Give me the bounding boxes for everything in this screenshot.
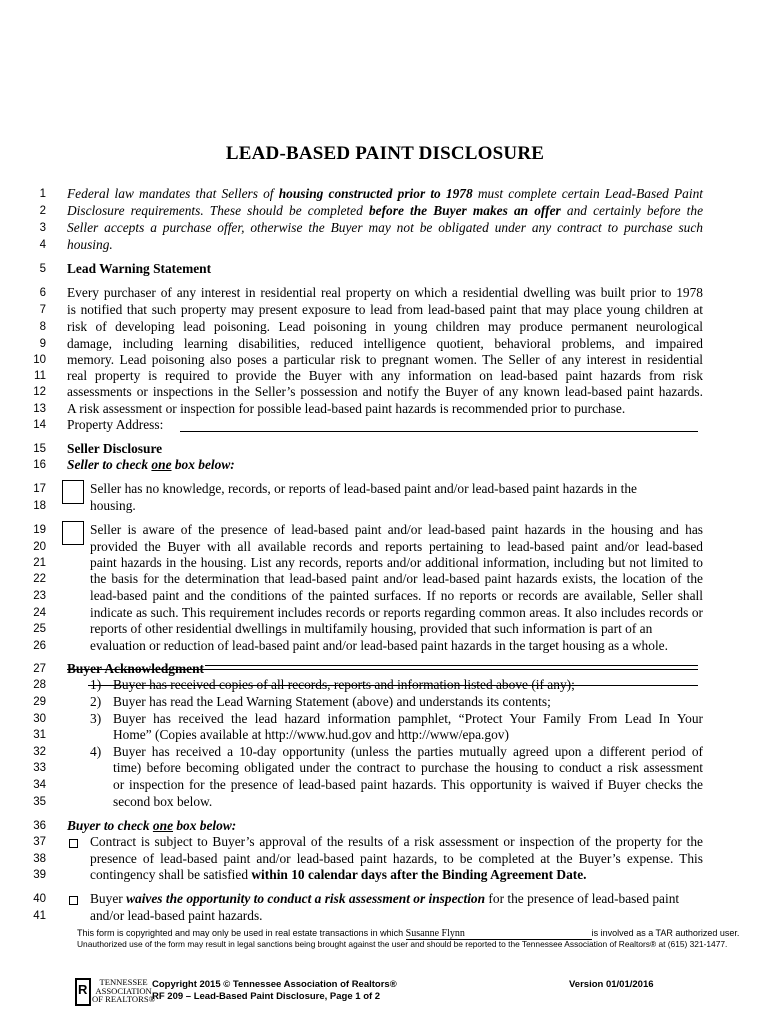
ack-item-number: 1)	[90, 677, 102, 692]
buyer-option-line: contingency shall be satisfied within 10 calendar days after the Binding Agreement Date.	[90, 867, 587, 882]
line-number: 16	[33, 459, 46, 471]
line-number: 18	[33, 500, 46, 512]
buyer-option-line: presence of lead-based paint and/or lead-based paint hazards, to be completed at the Buyer’s expense. This	[90, 851, 703, 866]
intro-line: housing.	[67, 237, 113, 252]
lead-warning-line: real property is required to provide the Buyer with any information on lead-based paint hazards from risk	[67, 368, 703, 383]
line-number: 11	[34, 370, 46, 382]
authorized-user-name: Susanne Flynn	[406, 929, 592, 940]
line-number: 8	[39, 321, 46, 333]
line-number: 27	[33, 663, 46, 675]
buyer-waive-checkbox[interactable]	[69, 896, 78, 905]
line-number: 28	[33, 679, 46, 691]
line-number: 39	[33, 869, 46, 881]
ack-item-line: Buyer has received a 10-day opportunity (unless the parties mutually agreed upon a different period of	[113, 744, 703, 759]
seller-disclosure-heading: Seller Disclosure	[67, 441, 163, 456]
line-number: 17	[33, 483, 46, 495]
line-number: 20	[33, 541, 46, 553]
ack-item-number: 4)	[90, 744, 102, 759]
line-number: 36	[33, 820, 46, 832]
line-number: 26	[33, 640, 46, 652]
line-number: 33	[33, 762, 46, 774]
buyer-option-line: and/or lead-based paint hazards.	[90, 908, 263, 923]
property-address-label: Property Address:	[67, 417, 164, 432]
seller-instruction: Seller to check one box below:	[67, 457, 235, 472]
document-title: LEAD-BASED PAINT DISCLOSURE	[225, 143, 545, 164]
line-number: 9	[39, 338, 46, 350]
seller-option-line: provided the Buyer with all available records and reports pertaining to lead-based paint and/or lead-based	[90, 539, 703, 554]
lead-warning-line: damage, including learning disabilities, reduced intelligence quotient, behavioral problems, and impaired	[67, 336, 703, 351]
seller-option-line: indicate as such. This requirement includes records or reports regarding common areas. It also includes records or	[90, 605, 703, 620]
intro-line: Seller accepts a purchase offer, otherwise the Buyer may not be obligated under any contract to purchase such	[67, 220, 703, 235]
line-number: 13	[33, 403, 46, 415]
strike-line	[67, 669, 698, 670]
line-number: 23	[33, 590, 46, 602]
line-number: 1	[39, 188, 46, 200]
ack-item-line: Home” (Copies available at http://www.hud.gov and http://www/epa.gov)	[113, 727, 509, 742]
seller-option-line: evaluation or reduction of lead-based paint and/or lead-based paint hazards in the target housing as a whole.	[90, 638, 668, 653]
buyer-contingency-checkbox[interactable]	[69, 839, 78, 848]
seller-option-line: reports of other residential dwellings in multifamily housing, provided that such information is part of an	[90, 621, 653, 636]
seller-option-line: lead-based paint and the conditions of the painted surfaces. If no reports or records are available, Seller shall	[90, 588, 703, 603]
line-number: 40	[33, 893, 46, 905]
line-number: 21	[33, 557, 46, 569]
intro-line: Federal law mandates that Sellers of housing constructed prior to 1978 must complete certain Lead-Based Paint	[67, 186, 703, 201]
line-number: 29	[33, 696, 46, 708]
ack-item-line: second box below.	[113, 794, 213, 809]
realtor-logo-r-icon: R	[78, 982, 88, 997]
ack-item-line: Buyer has received the lead hazard information pamphlet, “Protect Your Family From Lead In Your	[113, 711, 703, 726]
seller-aware-checkbox[interactable]	[62, 521, 84, 545]
seller-option-line: housing.	[90, 498, 136, 513]
lead-warning-heading: Lead Warning Statement	[67, 261, 212, 276]
line-number: 6	[39, 287, 46, 299]
seller-option-line: Seller has no knowledge, records, or reports of lead-based paint and/or lead-based paint hazards in the	[90, 481, 637, 496]
line-number: 32	[33, 746, 46, 758]
line-number: 31	[33, 729, 46, 741]
lead-warning-line: A risk assessment or inspection for possible lead-based paint hazards is recommended prior to purchase.	[67, 401, 626, 416]
seller-no-knowledge-checkbox[interactable]	[62, 480, 84, 504]
ack-item-line: time) before becoming obligated under the contract to purchase the housing to conduct a risk assessment	[113, 760, 703, 775]
line-number: 34	[33, 779, 46, 791]
footer-copyright-notice: This form is copyrighted and may only be used in real estate transactions in which Susanne Flynn is involved as a TAR authorized user.	[77, 928, 740, 939]
footer-copyright: Copyright 2015 © Tennessee Association of Realtors®	[152, 979, 397, 990]
buyer-option-line: Contract is subject to Buyer’s approval of the results of a risk assessment or inspection of the property for the	[90, 834, 703, 849]
footer-version: Version 01/01/2016	[569, 979, 654, 990]
lead-warning-line: memory. Lead poisoning also poses a particular risk to pregnant women. The Seller of any interest in residential	[67, 352, 703, 367]
ack-item-line: Buyer has received copies of all records, reports and information listed above (if any);	[113, 677, 575, 692]
realtor-association-logo: TENNESSEE ASSOCIATION OF REALTORS®	[92, 977, 156, 1004]
buyer-acknowledgment-heading: Buyer Acknowledgment	[67, 661, 205, 676]
line-number: 25	[33, 623, 46, 635]
property-address-field[interactable]	[180, 431, 698, 432]
line-number: 4	[39, 239, 46, 251]
line-number: 35	[33, 796, 46, 808]
line-number: 3	[39, 222, 46, 234]
lead-warning-line: Every purchaser of any interest in residential real property on which a residential dwelling was built prior to 1978	[67, 285, 703, 300]
line-number: 41	[33, 910, 46, 922]
lead-warning-line: assessments or inspections in the Seller’s possession and notify the Buyer of any known lead-based paint hazards.	[67, 384, 703, 399]
lead-warning-line: risk of developing lead poisoning. Lead poisoning in young children may produce permanent neurological	[67, 319, 703, 334]
line-number: 15	[33, 443, 46, 455]
footer-form-name: RF 209 – Lead-Based Paint Disclosure, Page 1 of 2	[152, 991, 381, 1002]
ack-item-line: Buyer has read the Lead Warning Statement (above) and understands its contents;	[113, 694, 551, 709]
line-number: 37	[33, 836, 46, 848]
ack-item-line: or inspection for the presence of lead-based paint hazards. This opportunity is waived if Buyer checks the	[113, 777, 703, 792]
line-number: 5	[39, 263, 46, 275]
line-number: 12	[33, 386, 46, 398]
seller-option-line: Seller is aware of the presence of lead-based paint and/or lead-based paint hazards in the housing and has	[90, 522, 703, 537]
ack-item-number: 2)	[90, 694, 102, 709]
line-number: 10	[33, 354, 46, 366]
line-number: 7	[39, 304, 46, 316]
footer-unauthorized-notice: Unauthorized use of the form may result in legal sanctions being brought against the user and should be reported to the Tennessee Association of Realtors® at (615) 321-1477.	[77, 939, 728, 949]
line-number: 22	[33, 573, 46, 585]
line-number: 30	[33, 713, 46, 725]
seller-option-line: paint hazards in the housing. List any records, reports and/or additional information, including but not limited to	[90, 555, 703, 570]
buyer-instruction: Buyer to check one box below:	[67, 818, 237, 833]
strike-line	[88, 685, 698, 686]
line-number: 38	[33, 853, 46, 865]
buyer-option-line: Buyer waives the opportunity to conduct a risk assessment or inspection for the presence of lead-based paint	[90, 891, 680, 906]
strike-line	[205, 665, 698, 666]
line-number: 19	[33, 524, 46, 536]
line-number: 2	[39, 205, 46, 217]
ack-item-number: 3)	[90, 711, 102, 726]
line-number: 24	[33, 607, 46, 619]
seller-option-line: the basis for the determination that lead-based paint and/or lead-based paint hazards exists, the location of the	[90, 571, 703, 586]
lead-warning-line: is notified that such property may present exposure to lead from lead-based paint that may place young children at	[67, 302, 703, 317]
line-number: 14	[33, 419, 46, 431]
intro-line: Disclosure requirements. These should be completed before the Buyer makes an offer and certainly before the	[67, 203, 704, 218]
